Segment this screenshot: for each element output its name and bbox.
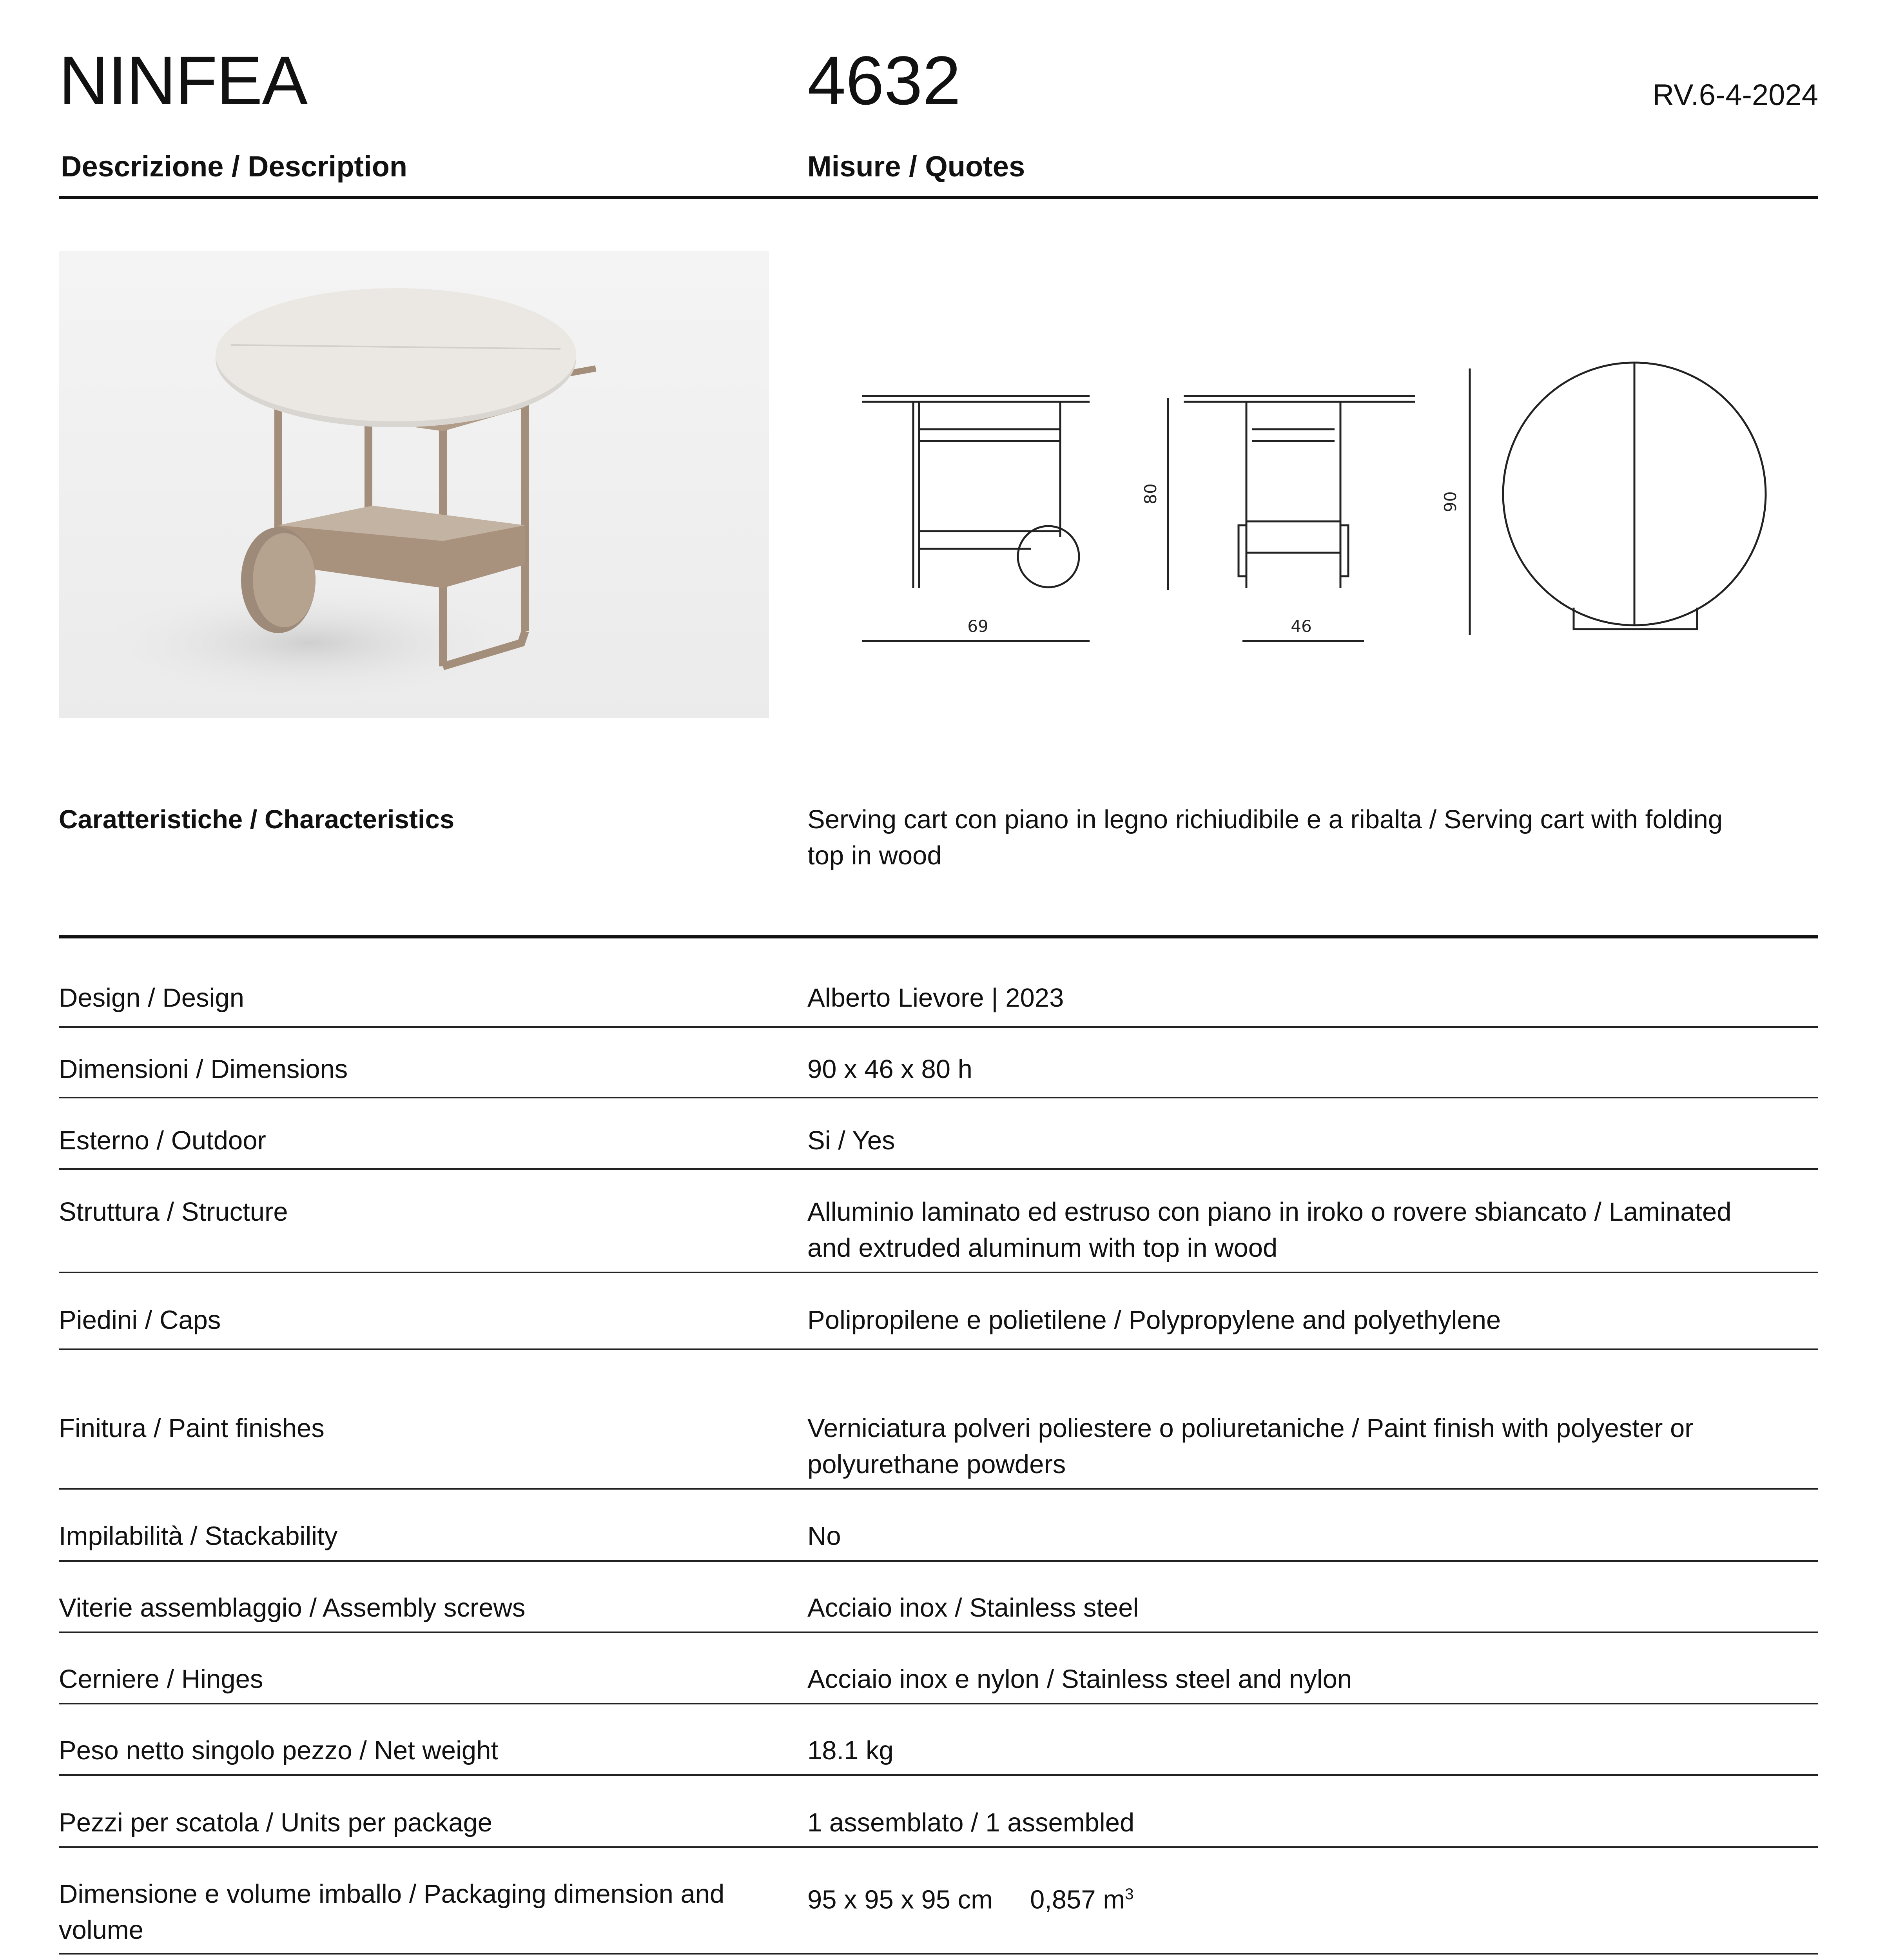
dim-width-label: 46 — [1291, 617, 1312, 636]
spec-value-packaging: 95 x 95 x 95 cm 0,857 $m^3$ — [807, 1885, 1134, 1915]
product-name: NINFEA — [59, 42, 307, 119]
spec-value-structure: Alluminio laminato ed estruso con piano in iroko o rovere sbiancato / Laminated and extruded aluminum with top in wood — [807, 1197, 1732, 1263]
technical-drawing — [847, 353, 1819, 651]
dim-depth-label: 69 — [967, 617, 988, 636]
row-divider — [59, 1026, 1818, 1028]
row-divider — [59, 1348, 1818, 1350]
spec-label-outdoor: Esterno / Outdoor — [59, 1126, 266, 1155]
description-heading: Descrizione / Description — [61, 150, 408, 183]
row-divider — [59, 1097, 1818, 1098]
spec-label-structure: Struttura / Structure — [59, 1197, 288, 1227]
spec-label-dimensions: Dimensioni / Dimensions — [59, 1054, 348, 1084]
row-divider — [59, 1488, 1818, 1490]
row-divider — [59, 1953, 1818, 1955]
spec-value-caps: Polipropilene e polietilene / Polypropylene and polyethylene — [807, 1305, 1501, 1335]
spec-label-caps: Piedini / Caps — [59, 1305, 221, 1335]
product-code: 4632 — [807, 42, 961, 119]
characteristics-rule — [59, 935, 1818, 938]
characteristics-value: Serving cart con piano in legno richiudibile e a ribalta / Serving cart with folding top in wood — [807, 805, 1723, 870]
row-divider — [59, 1703, 1818, 1704]
quotes-heading: Misure / Quotes — [807, 150, 1025, 183]
spec-value-hinges: Acciaio inox e nylon / Stainless steel and nylon — [807, 1664, 1352, 1694]
row-divider — [59, 1168, 1818, 1170]
spec-label-net-weight: Peso netto singolo pezzo / Net weight — [59, 1736, 499, 1765]
spec-value-stackability: No — [807, 1521, 841, 1551]
row-divider — [59, 1846, 1818, 1848]
row-divider — [59, 1774, 1818, 1776]
revision-date: RV.6-4-2024 — [1652, 78, 1818, 112]
characteristics-label: Caratteristiche / Characteristics — [59, 805, 455, 834]
row-divider — [59, 1272, 1818, 1273]
spec-value-units: 1 assemblato / 1 assembled — [807, 1808, 1135, 1837]
spec-value-screws: Acciaio inox / Stainless steel — [807, 1593, 1139, 1622]
spec-label-hinges: Cerniere / Hinges — [59, 1664, 263, 1694]
spec-label-stackability: Impilabilità / Stackability — [59, 1521, 338, 1551]
spec-value-design: Alberto Lievore | 2023 — [807, 983, 1064, 1013]
spec-label-units: Pezzi per scatola / Units per package — [59, 1808, 493, 1837]
header-rule — [59, 196, 1818, 199]
row-divider — [59, 1560, 1818, 1562]
spec-value-net-weight: 18.1 kg — [807, 1736, 894, 1765]
spec-label-packaging: Dimensione e volume imballo / Packaging dimension and volume — [59, 1879, 725, 1945]
spec-value-outdoor: Si / Yes — [807, 1126, 895, 1155]
spec-value-finishes: Verniciatura polveri poliestere o poliuretaniche / Paint finish with polyester or polyurethane powders — [807, 1414, 1694, 1479]
spec-label-screws: Viterie assemblaggio / Assembly screws — [59, 1593, 526, 1622]
spec-value-dimensions: 90 x 46 x 80 h — [807, 1054, 972, 1084]
dim-diameter-label: 90 — [1441, 491, 1460, 512]
spec-label-design: Design / Design — [59, 983, 244, 1013]
spec-label-finishes: Finitura / Paint finishes — [59, 1414, 325, 1443]
dim-height-label: 80 — [1141, 483, 1160, 505]
row-divider — [59, 1632, 1818, 1633]
product-photo — [59, 251, 769, 718]
